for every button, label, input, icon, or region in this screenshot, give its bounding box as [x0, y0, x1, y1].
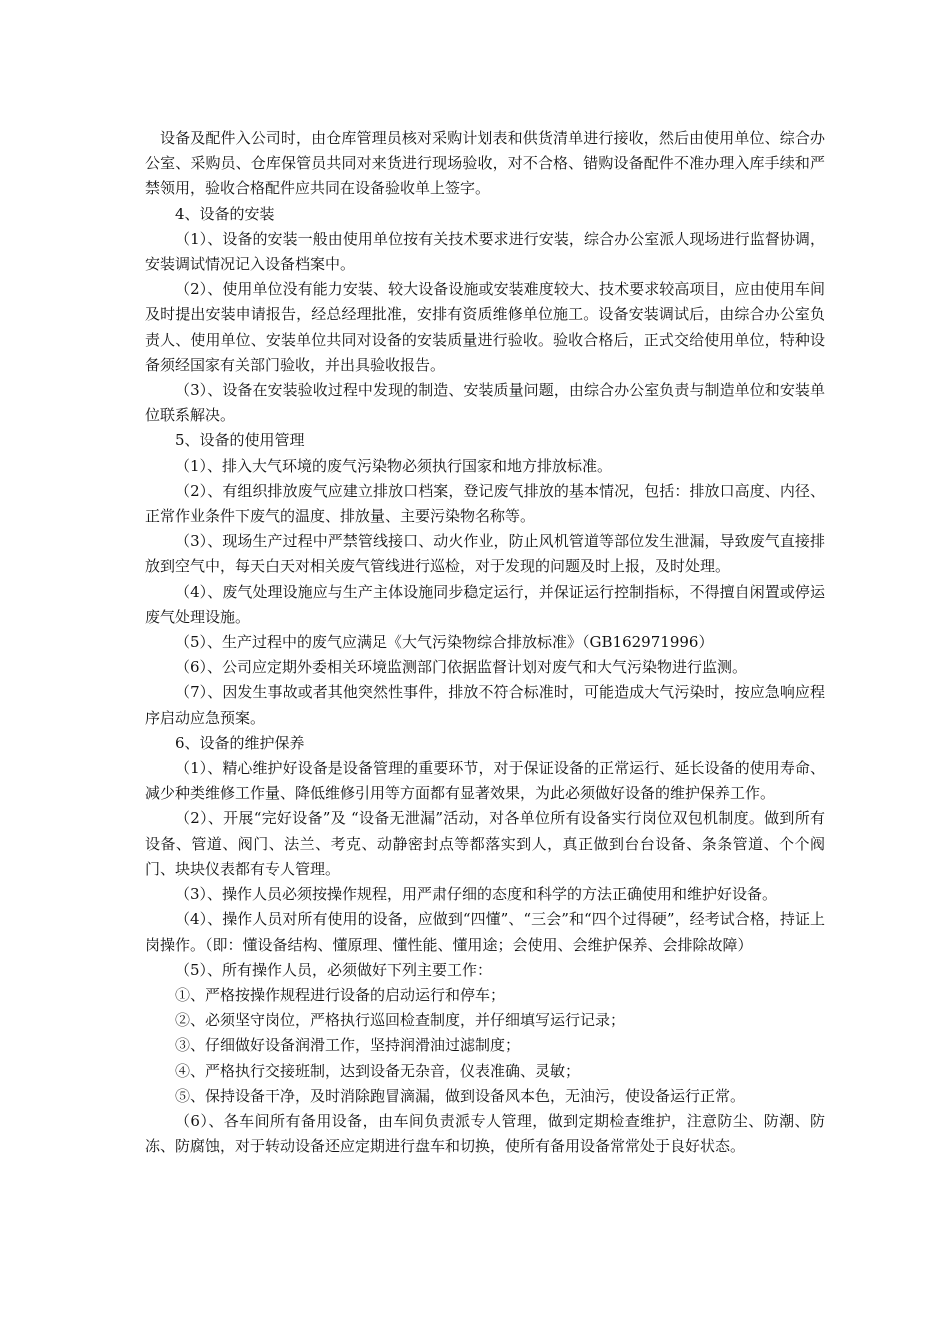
- paragraph-usage-7: （7）、因发生事故或者其他突然性事件，排放不符合标准时，可能造成大气污染时，按应急响应程序启动应急预案。: [145, 683, 825, 727]
- paragraph-usage-4: （4）、废气处理设施应与生产主体设施同步稳定运行，并保证运行控制指标，不得擅自闲置或停运废气处理设施。: [145, 582, 825, 626]
- paragraph-usage-1: （1）、排入大气环境的废气污染物必须执行国家和地方排放标准。: [175, 456, 613, 475]
- heading-maintenance: 6、设备的维护保养: [175, 733, 305, 752]
- list-item-1: ①、严格按操作规程进行设备的启动运行和停车；: [175, 985, 506, 1004]
- paragraph-maint-1: （1）、精心维护好设备是设备管理的重要环节，对于保证设备的正常运行、延长设备的使用寿命、减少种类维修工作量、降低维修引用等方面都有显著效果，为此必须做好设备的维护保养工作。: [145, 759, 825, 803]
- paragraph-maint-4: （4）、操作人员对所有使用的设备，应做到“四懂”、“三会”和“四个过得硬”，经考试合格，持证上岗操作。（即：懂设备结构、懂原理、懂性能、懂用途；会使用、会维护保养、会排除故障）: [145, 910, 825, 954]
- paragraph-usage-6: （6）、公司应定期外委相关环境监测部门依据监督计划对废气和大气污染物进行监测。: [175, 658, 748, 677]
- paragraph-maint-6: （6）、各车间所有备用设备，由车间负责派专人管理，做到定期检查维护，注意防尘、防潮、防冻、防腐蚀，对于转动设备还应定期进行盘车和切换，使所有备用设备常常处于良好状态。: [145, 1111, 825, 1156]
- list-item-5: ⑤、保持设备干净，及时消除跑冒滴漏，做到设备风本色，无油污，使设备运行正常。: [175, 1086, 746, 1105]
- document-page: [145, 126, 825, 1159]
- paragraph-maint-5: （5）、所有操作人员，必须做好下列主要工作：: [175, 960, 493, 979]
- paragraph-install-3: （3）、设备在安装验收过程中发现的制造、安装质量问题，由综合办公室负责与制造单位和安装单位联系解决。: [145, 381, 825, 425]
- paragraph-install-1: （1）、设备的安装一般由使用单位按有关技术要求进行安装，综合办公室派人现场进行监督协调，安装调试情况记入设备档案中。: [145, 229, 825, 274]
- list-item-3: ③、仔细做好设备润滑工作，坚持润滑油过滤制度；: [175, 1036, 521, 1055]
- paragraph-maint-2: （2）、开展“完好设备”及 “设备无泄漏”活动，对各单位所有设备实行岗位双包机制度。做到所有设备、管道、阀门、法兰、考克、动静密封点等都落实到人，真正做到台台设备、条条管道、个个阀门、块块仪表都有专人管理。: [145, 809, 825, 878]
- list-item-4: ④、严格执行交接班制，达到设备无杂音，仪表准确、灵敏；: [175, 1061, 581, 1080]
- paragraph-maint-3: （3）、操作人员必须按操作规程，用严肃仔细的态度和科学的方法正确使用和维护好设备。: [175, 885, 778, 904]
- paragraph-usage-2: （2）、有组织排放废气应建立排放口档案，登记废气排放的基本情况，包括：排放口高度、内径、正常作业条件下废气的温度、排放量、主要污染物名称等。: [145, 481, 825, 526]
- paragraph-usage-3: （3）、现场生产过程中严禁管线接口、动火作业，防止风机管道等部位发生泄漏，导致废气直接排放到空气中，每天白天对相关废气管线进行巡检，对于发现的问题及时上报，及时处理。: [145, 532, 825, 576]
- paragraph-usage-5: （5）、生产过程中的废气应满足《大气污染物综合排放标准》（GB162971996）: [175, 633, 714, 652]
- heading-usage: 5、设备的使用管理: [175, 431, 305, 450]
- paragraph-intake: 设备及配件入公司时，由仓库管理员核对采购计划表和供货清单进行接收，然后由使用单位、综合办公室、采购员、仓库保管员共同对来货进行现场验收，对不合格、错购设备配件不准办理入库手续和严禁领用，验收合格配件应共同在设备验收单上签字。: [145, 129, 825, 198]
- list-item-2: ②、必须坚守岗位，严格执行巡回检查制度，并仔细填写运行记录；: [175, 1011, 626, 1030]
- heading-installation: 4、设备的安装: [175, 204, 275, 223]
- paragraph-install-2: （2）、使用单位没有能力安装、较大设备设施或安装难度较大、技术要求较高项目，应由使用车间及时提出安装申请报告，经总经理批准，安排有资质维修单位施工。设备安装调试后，由综合办公室负责人、使用单位、安装单位共同对设备的安装质量进行验收。验收合格后，正式交给使用单位，特种设备须经国家有关部门验收，并出具验收报告。: [145, 280, 825, 374]
